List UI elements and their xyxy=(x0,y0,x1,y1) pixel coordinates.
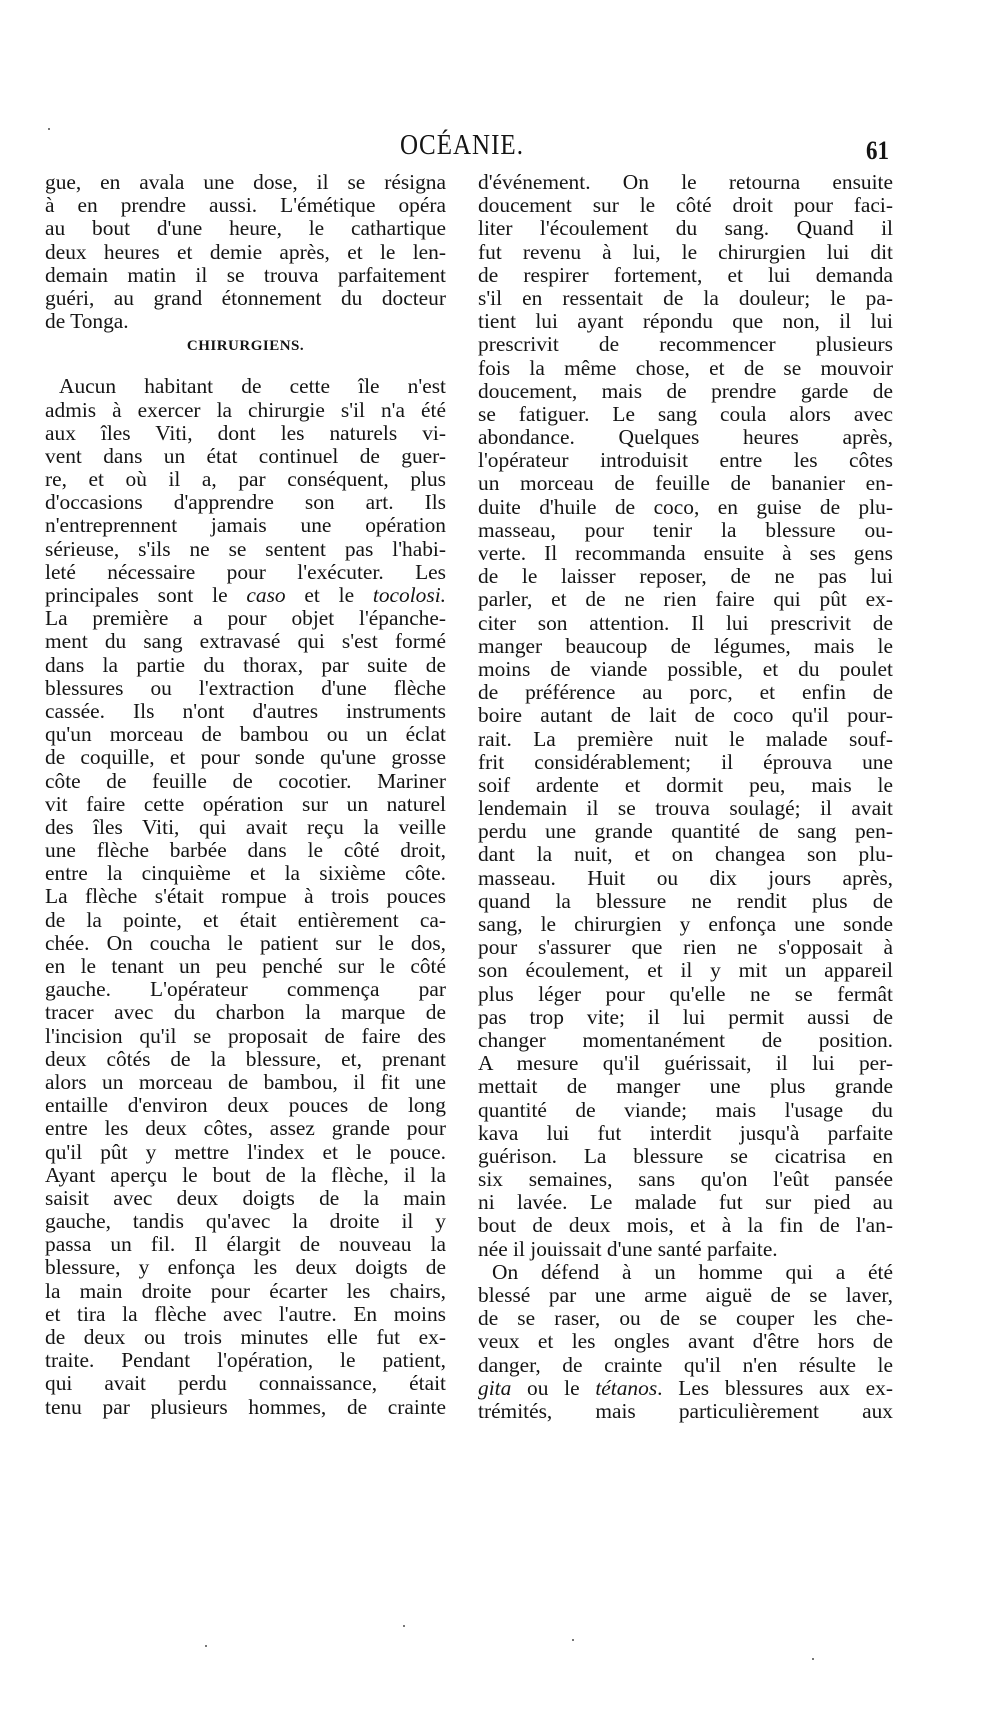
text-line: son écoulement, et il y mit un appareil xyxy=(478,958,893,983)
text-line: veux et les ongles avant d'être hors de xyxy=(478,1329,893,1354)
text-line: tenu par plusieurs hommes, de crainte xyxy=(45,1394,446,1419)
text-line: re, et où il a, par conséquent, plus xyxy=(45,467,446,492)
text-line: danger, de crainte qu'il n'en résulte le xyxy=(478,1352,893,1377)
text-line: vit faire cette opération sur un naturel xyxy=(45,791,446,816)
text-line-italic xyxy=(478,1377,893,1400)
text-line: abondance. Quelques heures après, xyxy=(478,425,893,450)
text-line-italic xyxy=(45,584,446,607)
text-line: vent dans un état continuel de guer- xyxy=(45,443,446,468)
text-line: La première a pour objet l'épanche- xyxy=(45,606,446,631)
scan-speck xyxy=(572,1639,574,1641)
text-line: mettait de manger une plus grande xyxy=(478,1074,893,1099)
text-run: . Les blessures aux ex- xyxy=(657,1375,893,1400)
scan-speck xyxy=(403,1625,405,1627)
text-line: cassée. Ils n'ont d'autres instruments xyxy=(45,698,446,723)
text-line: A mesure qu'il guérissait, il lui per- xyxy=(478,1051,893,1076)
text-line: blessures ou l'extraction d'une flèche xyxy=(45,675,446,700)
text-line: guérison. La blessure se cicatrisa en xyxy=(478,1143,893,1168)
text-line: qui avait perdu connaissance, était xyxy=(45,1371,446,1396)
text-line: une flèche barbée dans le côté droit, xyxy=(45,838,446,863)
text-line: frit considérablement; il éprouva une xyxy=(478,749,893,774)
text-line: tracer avec du charbon la marque de xyxy=(45,1000,446,1025)
text-line: de Tonga. xyxy=(45,309,129,334)
text-line: duite d'huile de coco, en guise de plu- xyxy=(478,494,893,519)
section-heading: CHIRURGIENS. xyxy=(186,338,305,355)
text-line: de la pointe, et était entièrement ca- xyxy=(45,907,446,932)
text-line: lendemain il se trouva soulagé; il avait xyxy=(478,796,893,821)
text-line: au bout d'une heure, le cathartique xyxy=(45,216,446,241)
text-line: quantité de viande; mais l'usage du xyxy=(478,1097,893,1122)
text-line: entre la cinquième et la sixième côte. xyxy=(45,861,446,886)
text-line: liter l'écoulement du sang. Quand il xyxy=(478,216,893,241)
text-line: sang, le chirurgien y enfonça une sonde xyxy=(478,912,893,936)
text-line: fois la même chose, et de se mouvoir xyxy=(478,355,893,380)
text-line: pour s'assurer que rien ne s'opposait à xyxy=(478,935,893,960)
text-line: On défend à un homme qui a été xyxy=(492,1259,893,1284)
text-line: parler, et de ne rien faire qui pût ex- xyxy=(478,587,893,612)
text-line: née il jouissait d'une santé parfaite. xyxy=(478,1236,778,1261)
text-line: rait. La première nuit le malade souf- xyxy=(478,726,893,751)
text-line: bout de deux mois, et à la fin de l'an- xyxy=(478,1213,893,1238)
text-line: n'entreprennent jamais une opération xyxy=(45,513,446,538)
text-line: soif ardente et dormit peu, mais le xyxy=(478,772,893,797)
text-line: verte. Il recommanda ensuite à ses gens xyxy=(478,541,893,565)
italic-term: tocolosi. xyxy=(372,583,446,607)
left-column xyxy=(45,171,446,1419)
text-line: moins de viande possible, et du poulet xyxy=(478,656,893,681)
text-line: doucement sur le côté droit pour faci- xyxy=(478,193,893,218)
text-line: la main droite pour écarter les chairs, xyxy=(45,1278,446,1303)
page-number: 61 xyxy=(866,136,889,165)
text-line: masseau, pour tenir la blessure ou- xyxy=(478,517,893,542)
text-line: saisit avec deux doigts de la main xyxy=(45,1185,446,1210)
text-line: et tira la flèche avec l'autre. En moins xyxy=(45,1301,446,1326)
text-line: citer son attention. Il lui prescrivit de xyxy=(478,610,893,635)
text-line: dant la nuit, et on changea son plu- xyxy=(478,842,893,867)
text-line: pas trop vite; il lui permit aussi de xyxy=(478,1004,893,1029)
text-run: principales sont le xyxy=(45,583,247,607)
text-line: se fatiguer. Le sang coula alors avec xyxy=(478,401,893,426)
text-line: admis à exercer la chirurgie s'il n'a été xyxy=(45,397,446,422)
text-line: changer momentanément de position. xyxy=(478,1027,893,1052)
text-line: Ayant aperçu le bout de la flèche, il la xyxy=(45,1162,446,1187)
text-line: prescrivit de recommencer plusieurs xyxy=(478,332,893,357)
text-line: deux heures et demie après, et le len- xyxy=(45,239,446,264)
text-line: guéri, au grand étonnement du docteur xyxy=(45,285,446,310)
text-line: doucement, mais de prendre garde de xyxy=(478,378,893,403)
text-line: Aucun habitant de cette île n'est xyxy=(59,374,446,399)
text-line: d'occasions d'apprendre son art. Ils xyxy=(45,490,446,515)
text-line: alors un morceau de bambou, il fit une xyxy=(45,1069,446,1094)
text-line: des îles Viti, qui avait reçu la veille xyxy=(45,814,446,839)
text-line: sérieuse, s'ils ne se sentent pas l'habi- xyxy=(45,536,446,561)
text-line: quand la blessure ne rendit plus de xyxy=(478,888,893,913)
text-line: gauche, tandis qu'avec la droite il y xyxy=(45,1209,446,1234)
text-line: La flèche s'était rompue à trois pouces xyxy=(45,884,446,909)
scan-speck xyxy=(205,1645,207,1647)
scan-speck xyxy=(812,1658,814,1660)
text-line: de coquille, et pour sonde qu'une grosse xyxy=(45,745,446,770)
text-line: en le tenant un peu penché sur le côté xyxy=(45,954,446,978)
text-line: de le laisser reposer, de ne pas lui xyxy=(478,564,893,589)
text-line: ment du sang extravasé qui s'est formé xyxy=(45,629,446,654)
italic-term: gita xyxy=(478,1375,512,1400)
text-line: passa un fil. Il élargit de nouveau la xyxy=(45,1232,446,1257)
text-line: l'opérateur introduisit entre les côtes xyxy=(478,448,893,473)
text-line: l'incision qu'il se proposait de faire des xyxy=(45,1023,446,1048)
text-line: deux côtés de la blessure, et, prenant xyxy=(45,1046,446,1071)
text-line: de préférence au porc, et enfin de xyxy=(478,680,893,705)
text-line: côte de feuille de cocotier. Mariner xyxy=(45,768,446,793)
text-line: entaille d'environ deux pouces de long xyxy=(45,1093,446,1118)
text-line: blessé par une arme aiguë de se laver, xyxy=(478,1283,893,1307)
text-line: tient lui ayant répondu que non, il lui xyxy=(478,309,893,334)
italic-term: caso xyxy=(246,583,286,607)
text-line: demain matin il se trouva parfaitement xyxy=(45,262,446,287)
text-line: chée. On coucha le patient sur le dos, xyxy=(45,930,446,955)
text-line: six semaines, sans qu'on l'eût pansée xyxy=(478,1167,893,1192)
scan-speck xyxy=(48,128,50,130)
text-line: qu'un morceau de bambou ou un éclat xyxy=(45,722,446,747)
right-column xyxy=(478,171,893,1423)
text-line: dans la partie du thorax, par suite de xyxy=(45,652,446,677)
running-title: OCÉANIE. xyxy=(400,129,524,161)
text-line: boire autant de lait de coco qu'il pour- xyxy=(478,703,893,728)
text-line: fut revenu à lui, le chirurgien lui dit xyxy=(478,239,893,264)
spacer xyxy=(45,361,446,375)
text-line: s'il en ressentait de la douleur; le pa- xyxy=(478,285,893,310)
italic-term: tétanos xyxy=(595,1375,658,1400)
text-line: de deux ou trois minutes elle fut ex- xyxy=(45,1325,446,1349)
text-line: gue, en avala une dose, il se résigna xyxy=(45,170,446,194)
text-line: trémités, mais particulièrement aux xyxy=(478,1398,893,1423)
text-line: entre les deux côtes, assez grande pour xyxy=(45,1116,446,1141)
text-line: aux îles Viti, dont les naturels vi- xyxy=(45,420,446,445)
text-line: masseau. Huit ou dix jours après, xyxy=(478,865,893,890)
text-line: perdu une grande quantité de sang pen- xyxy=(478,819,893,844)
text-line: blessure, y enfonça les deux doigts de xyxy=(45,1255,446,1280)
text-line: traite. Pendant l'opération, le patient, xyxy=(45,1348,446,1373)
text-line: ni lavée. Le malade fut sur pied au xyxy=(478,1190,893,1215)
text-line: kava lui fut interdit jusqu'à parfaite xyxy=(478,1120,893,1145)
text-line: plus léger pour qu'elle ne se fermât xyxy=(478,981,893,1006)
text-line: qu'il pût y mettre l'index et le pouce. xyxy=(45,1139,446,1164)
text-line: manger beaucoup de légumes, mais le xyxy=(478,633,893,658)
text-line: d'événement. On le retourna ensuite xyxy=(478,170,893,194)
text-line: un morceau de feuille de bananier en- xyxy=(478,471,893,496)
text-line: à en prendre aussi. L'émétique opéra xyxy=(45,193,446,218)
text-line: de respirer fortement, et lui demanda xyxy=(478,262,893,287)
text-line: gauche. L'opérateur commença par xyxy=(45,977,446,1002)
text-run: ou le xyxy=(511,1375,596,1400)
text-line: leté nécessaire pour l'exécuter. Les xyxy=(45,559,446,584)
text-line: de se raser, ou de se couper les che- xyxy=(478,1306,893,1331)
text-run: et le xyxy=(285,583,373,607)
